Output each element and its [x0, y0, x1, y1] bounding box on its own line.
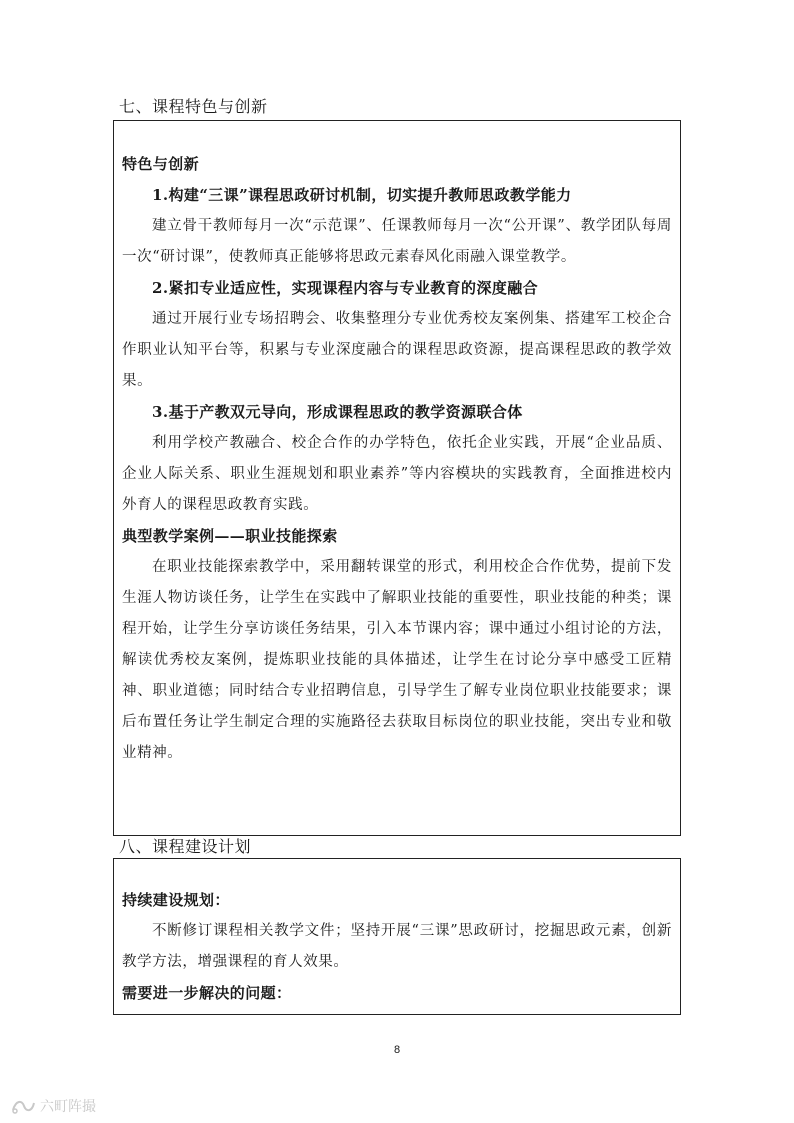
watermark [10, 1096, 96, 1116]
plan-heading: 持续建设规划： [122, 891, 230, 909]
section-7-title: 七、课程特色与创新 [119, 99, 268, 116]
feature-3-text: 利用学校产教融合、校企合作的办学特色，依托企业实践，开展“企业品质、企业人际关系、职业生涯规划和职业素养”等内容模块的实践教育，全面推进校内外育人的课程思政教育实践。 [122, 435, 672, 513]
plan-text: 不断修订课程相关教学文件；坚持开展“三课”思政研讨，挖掘思政元素，创新教学方法，增强课程的育人效果。 [122, 923, 672, 970]
feature-3-title: 3.基于产教双元导向，形成课程思政的教学资源联合体 [152, 403, 523, 421]
case-text: 在职业技能探索教学中，采用翻转课堂的形式，利用校企合作优势，提前下发生涯人物访谈任务，让学生在实践中了解职业技能的重要性，职业技能的种类；课程开始，让学生分享访谈任务结果，引入本节课内容；课中通过小组讨论的方法，解读优秀校友案例，提炼职业技能的具体描述，让学生在讨论分享中感受工匠精神、职业道德；同时结合专业招聘信息，引导学生了解专业岗位职业技能要求；课后布置任务让学生制定合理的实施路径去获取目标岗位的职业技能，突出专业和敬业精神。 [122, 559, 672, 761]
issues-heading: 需要进一步解决的问题： [122, 984, 292, 1002]
section-8-box [113, 858, 681, 1015]
feature-1-text: 建立骨干教师每月一次“示范课”、任课教师每月一次“公开课”、教学团队每周一次“研讨课”，使教师真正能够将思政元素春风化雨融入课堂教学。 [122, 218, 672, 265]
section-7-box [113, 120, 681, 836]
case-heading: 典型教学案例——职业技能探索 [122, 527, 338, 545]
page-number: 8 [393, 1044, 401, 1056]
features-heading: 特色与创新 [122, 155, 200, 173]
feature-2-title: 2.紧扣专业适应性，实现课程内容与专业教育的深度融合 [152, 279, 539, 297]
feature-2-text: 通过开展行业专场招聘会、收集整理分专业优秀校友案例集、搭建军工校企合作职业认知平台等，积累与专业深度融合的课程思政资源，提高课程思政的教学效果。 [122, 311, 672, 389]
section-8-title: 八、课程建设计划 [119, 839, 252, 856]
feature-1-title: 1.构建“三课”课程思政研讨机制，切实提升教师思政教学能力 [152, 186, 572, 204]
watermark-logo-icon [10, 1097, 36, 1115]
watermark-text: 六町阵撮 [40, 1099, 96, 1115]
